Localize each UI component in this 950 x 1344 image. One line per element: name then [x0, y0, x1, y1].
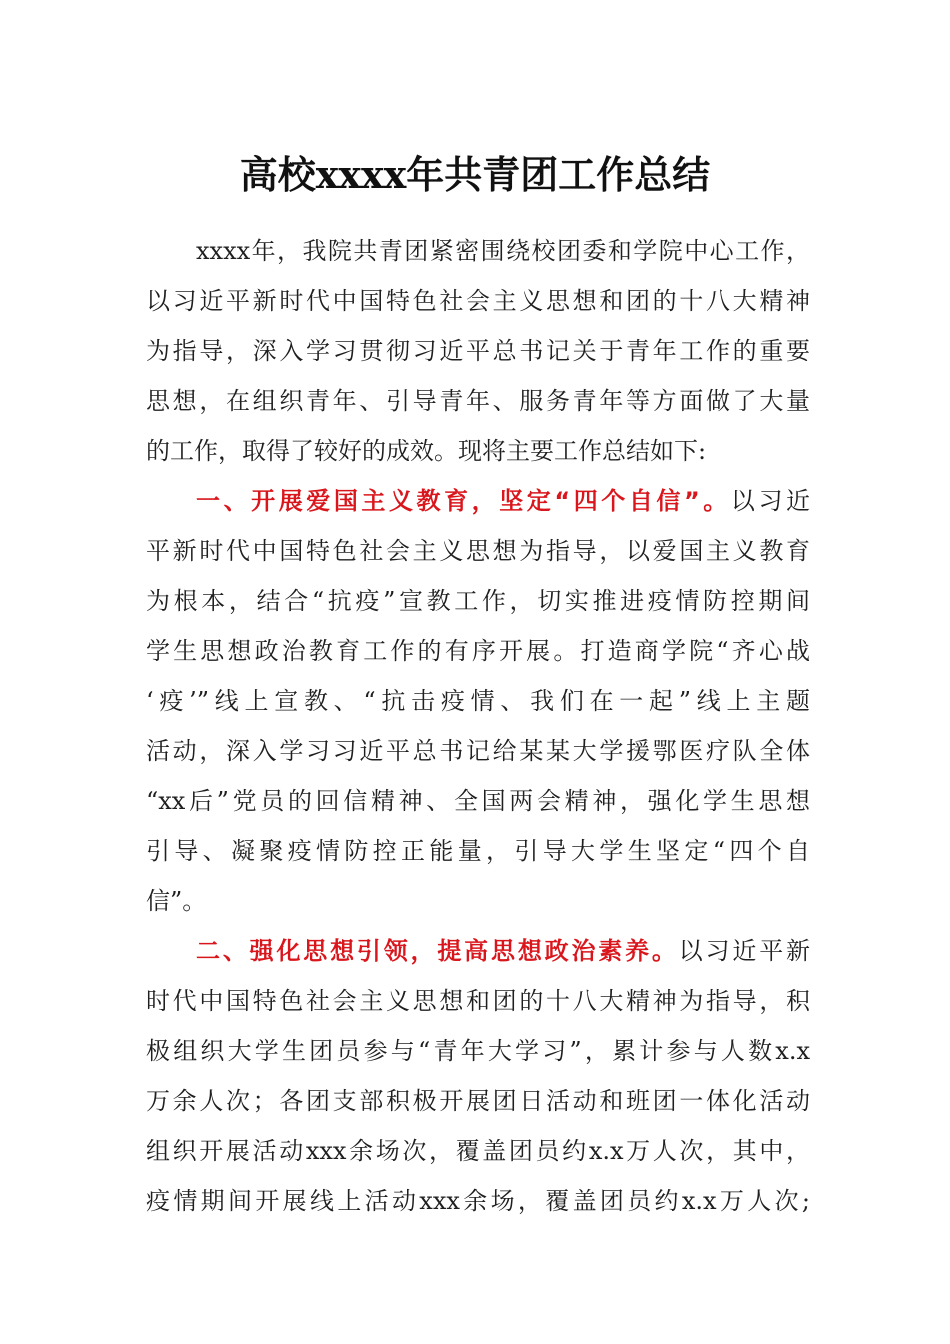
section-heading-2-tail: 以习近平新 — [678, 937, 810, 965]
paragraph-line: 引导、凝聚疫情防控正能量，引导大学生坚定“四个自 — [146, 837, 810, 865]
paragraph-line: 万余人次；各团支部积极开展团日活动和班团一体化活动 — [146, 1087, 810, 1115]
paragraph-line: ‘疫’”线上宣教、“抗击疫情、我们在一起”线上主题 — [146, 687, 810, 715]
paragraph-line: 疫情期间开展线上活动xxx余场，覆盖团员约x.x万人次; — [146, 1187, 810, 1215]
paragraph-line: 为根本，结合“抗疫”宣教工作，切实推进疫情防控期间 — [146, 587, 810, 615]
paragraph-line: 平新时代中国特色社会主义思想为指导，以爱国主义教育 — [146, 537, 810, 565]
paragraph-line: 学生思想政治教育工作的有序开展。打造商学院“齐心战 — [146, 637, 810, 665]
document-title: 高校xxxx年共青团工作总结 — [239, 152, 711, 197]
paragraph-line: “xx后”党员的回信精神、全国两会精神，强化学生思想 — [146, 787, 810, 815]
paragraph-line: 极组织大学生团员参与“青年大学习”，累计参与人数x.x — [146, 1037, 810, 1065]
section-heading-2: 二、强化思想引领，提高思想政治素养。 — [196, 937, 679, 965]
paragraph-line: 为指导，深入学习贯彻习近平总书记关于青年工作的重要 — [146, 337, 810, 365]
paragraph-line: xxxx年，我院共青团紧密围绕校团委和学院中心工作， — [196, 237, 810, 265]
paragraph-line: 信”。 — [146, 887, 207, 915]
paragraph-line: 时代中国特色社会主义思想和团的十八大精神为指导，积 — [146, 987, 810, 1015]
section-heading-1: 一、开展爱国主义教育，坚定“四个自信”。 — [196, 487, 731, 515]
paragraph-line: 以习近平新时代中国特色社会主义思想和团的十八大精神 — [146, 287, 810, 315]
section-heading-1-tail: 以习近 — [730, 487, 810, 515]
paragraph-line: 的工作，取得了较好的成效。现将主要工作总结如下: — [146, 437, 707, 465]
paragraph-line: 思想，在组织青年、引导青年、服务青年等方面做了大量 — [146, 387, 810, 415]
section-heading-line-2 — [196, 934, 810, 968]
paragraph-line: 活动，深入学习习近平总书记给某某大学援鄂医疗队全体 — [146, 737, 810, 765]
section-heading-line-1 — [196, 484, 810, 518]
paragraph-line: 组织开展活动xxx余场次，覆盖团员约x.x万人次，其中， — [146, 1137, 810, 1165]
